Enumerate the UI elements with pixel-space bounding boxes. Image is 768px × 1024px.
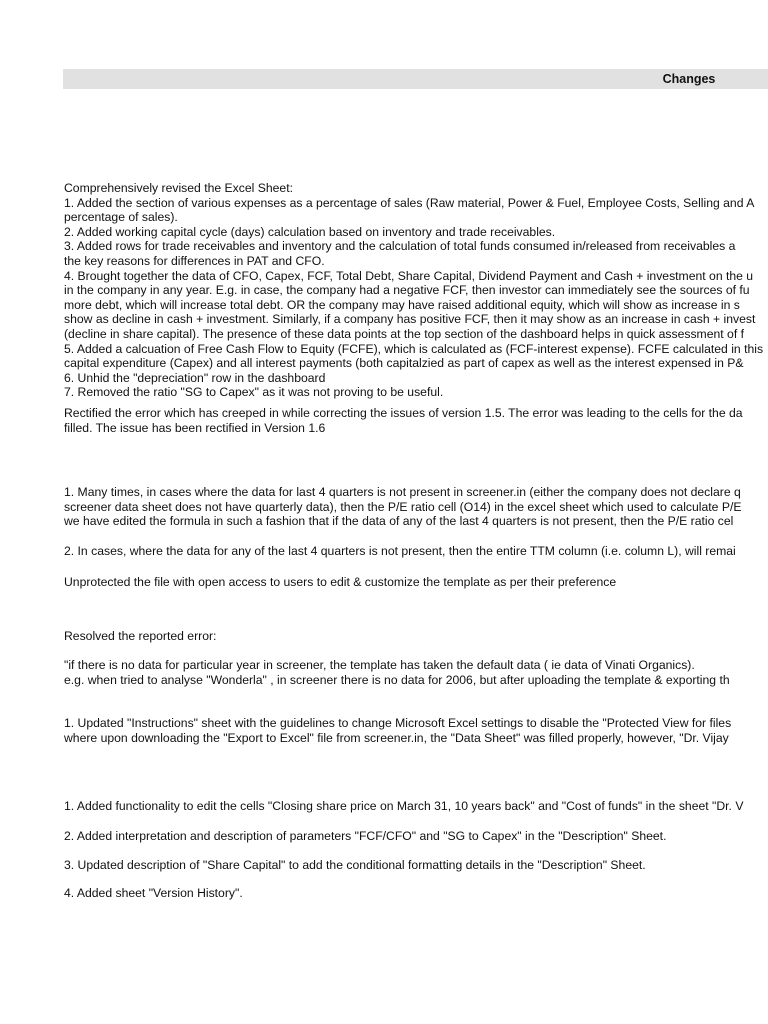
change-line: the key reasons for differences in PAT and CFO. (64, 253, 325, 268)
change-line: (decline in share capital). The presence of these data points at the top section of the dashboard helps in quick assessment of f (64, 326, 744, 341)
changes-column-title: Changes (662, 72, 716, 86)
change-line: 5. Added a calcuation of Free Cash Flow to Equity (FCFE), which is calculated as (FCF-interest expense). FCFE calculated in this (64, 341, 764, 356)
change-line: Comprehensively revised the Excel Sheet: (64, 181, 293, 195)
change-line: Unprotected the file with open access to users to edit & customize the template as per their preference (64, 575, 617, 589)
change-line: "if there is no data for particular year in screener, the template has taken the default data ( ie data of Vinati Organics). (64, 658, 695, 672)
change-entry-pe-ratio (64, 485, 741, 529)
change-entry-instructions (64, 716, 731, 745)
change-line: more debt, which will increase total debt. OR the company may have raised additional equity, which will show as increase in s (64, 297, 740, 312)
change-line: 4. Added sheet "Version History". (64, 886, 243, 900)
change-entry-share-capital (64, 858, 646, 873)
change-line: 1. Added functionality to edit the cells "Closing share price on March 31, 10 years back" and "Cost of funds" in the sheet "Dr. V (64, 799, 744, 813)
change-line: 3. Updated description of "Share Capital" to add the conditional formatting details in the "Description" Sheet. (64, 858, 646, 872)
change-line: 7. Removed the ratio "SG to Capex" as it was not proving to be useful. (64, 385, 444, 400)
change-line: 6. Unhid the "depreciation" row in the dashboard (64, 370, 326, 385)
change-entry-revised-sheet (64, 181, 763, 400)
change-entry-rectified-error (64, 406, 743, 435)
change-line: 1. Many times, in cases where the data for last 4 quarters is not present in screener.in (either the company does not declare q (64, 485, 741, 499)
column-header-bar (63, 69, 768, 89)
change-entry-version-history (64, 886, 243, 901)
change-line: capital expenditure (Capex) and all interest payments (both capitalzied as part of capex as well as the interest expensed in P& (64, 356, 744, 371)
change-line: filled. The issue has been rectified in Version 1.6 (64, 420, 326, 435)
change-entry-unprotected (64, 575, 616, 590)
change-line: e.g. when tried to analyse "Wonderla" , in screener there is no data for 2006, but after uploading the template & exporting th (64, 672, 730, 687)
change-line: screener data sheet does not have quarterly data), then the P/E ratio cell (O14) in the excel sheet which used to calculate P/E (64, 499, 742, 514)
change-entry-edit-cells (64, 799, 743, 814)
change-line: 4. Brought together the data of CFO, Capex, FCF, Total Debt, Share Capital, Dividend Payment and Cash + investment on the u (64, 268, 754, 283)
change-line: 2. Added interpretation and description of parameters "FCF/CFO" and "SG to Capex" in the "Description" Sheet. (64, 829, 667, 843)
change-line: in the company in any year. E.g. in case, the company had a negative FCF, then investor can immediately see the sources of fu (64, 283, 750, 298)
change-line: Rectified the error which has creeped in while correcting the issues of version 1.5. The error was leading to the cells for the da (64, 406, 743, 420)
change-line: where upon downloading the "Export to Excel" file from screener.in, the "Data Sheet" was filled properly, however, "Dr. Vijay (64, 730, 729, 745)
change-line: we have edited the formula in such a fashion that if the data of any of the last 4 quarters is not present, then the P/E ratio cel (64, 514, 734, 529)
change-line: 3. Added rows for trade receivables and inventory and the calculation of total funds consumed in/released from receivables a (64, 239, 736, 254)
change-line: Resolved the reported error: (64, 629, 217, 643)
change-line: 2. In cases, where the data for any of the last 4 quarters is not present, then the entire TTM column (i.e. column L), will remai (64, 544, 736, 558)
change-line: 1. Updated "Instructions" sheet with the guidelines to change Microsoft Excel settings to disable the "Protected View for files (64, 716, 732, 730)
change-entry-interpretation (64, 829, 666, 844)
change-entry-default-data (64, 658, 730, 687)
change-entry-resolved-error (64, 629, 216, 644)
change-line: 1. Added the section of various expenses as a percentage of sales (Raw material, Power & Fuel, Employee Costs, Selling and A (64, 195, 755, 210)
change-line: show as decline in cash + investment. Similarly, if a company has positive FCF, then it may show as an increase in cash + invest (64, 312, 756, 327)
change-line: percentage of sales). (64, 210, 178, 225)
change-line: 2. Added working capital cycle (days) calculation based on inventory and trade receivables. (64, 224, 556, 239)
change-entry-ttm-column (64, 544, 736, 559)
